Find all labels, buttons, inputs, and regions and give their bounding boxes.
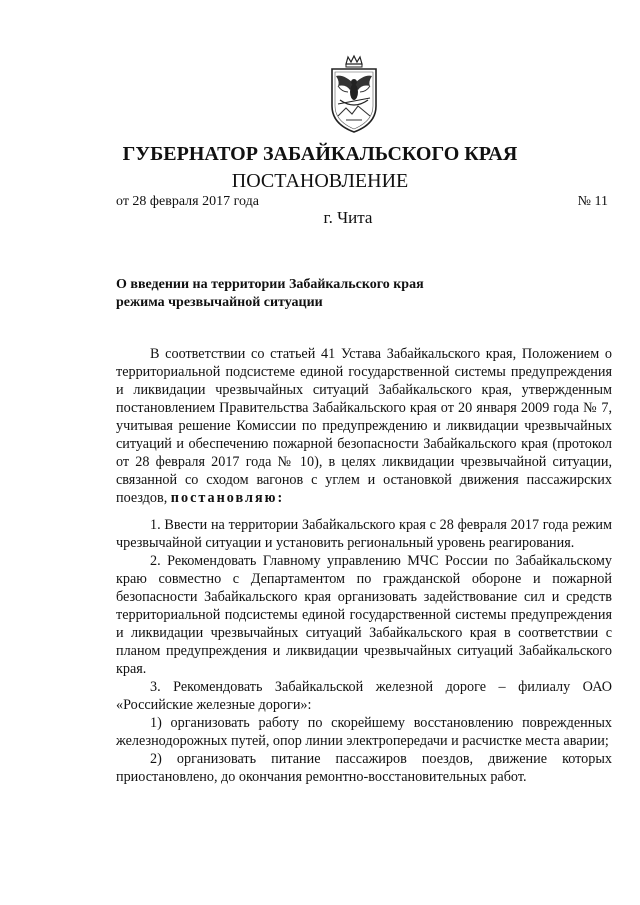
preamble-text: В соответствии со статьей 41 Устава Забайкальского края, Положением о территориальной подсистеме единой государственной системы предупреждения и ликвидации чрезвычайных ситуаций Забайкальского края, утвержденным постановлением Правительства Забайкальского края от 20 января 2009 года № 7, учитывая решение Комиссии по предупреждению и ликвидации чрезвычайных ситуаций и обеспечению пожарной безопасности Забайкальского края (протокол от 28 февраля 2017 года № 10), в целях ликвидации чрезвычайной ситуации, связанной со сходом вагонов с углем и остановкой движения пассажирских поездов, [116, 346, 612, 506]
item-3: 3. Рекомендовать Забайкальской железной дороге – филиалу ОАО «Российские железные дороги»: [116, 679, 612, 713]
document-type: ПОСТАНОВЛЕНИЕ [231, 170, 409, 192]
preamble-paragraph [116, 345, 612, 507]
decree-word: постановляю: [170, 490, 285, 506]
item-3-subitem-1: 1) организовать работу по скорейшему восстановлению поврежденных железнодорожных путей, опор линии электропередачи и расчистке места аварии; [116, 715, 612, 749]
governor-title: ГУБЕРНАТОР ЗАБАЙКАЛЬСКОГО КРАЯ [122, 143, 518, 165]
subject-line-1: О введении на территории Забайкальского края [116, 277, 424, 292]
document-subject [116, 276, 476, 312]
document-number: № 11 [577, 194, 608, 209]
subject-line-2: режима чрезвычайной ситуации [116, 295, 323, 310]
document-date: от 28 февраля 2017 года [116, 194, 259, 209]
decree-items [116, 516, 612, 786]
issue-city: г. Чита [323, 208, 373, 227]
item-1: 1. Ввести на территории Забайкальского края с 28 февраля 2017 года режим чрезвычайной ситуации и установить региональный уровень реагирования. [116, 517, 612, 551]
item-2: 2. Рекомендовать Главному управлению МЧС России по Забайкальскому краю совместно с Департаментом по гражданской обороне и пожарной безопасности Забайкальского края организовать задействование сил и средств территориальной подсистемы единой государственной системы предупреждения и ликвидации чрезвычайных ситуаций Забайкальского края в соответствии с планом предупреждения и ликвидации чрезвычайных ситуаций Забайкальского края. [116, 553, 612, 677]
zabaykalsky-coat-of-arms-icon [326, 54, 382, 136]
item-3-subitem-2: 2) организовать питание пассажиров поездов, движение которых приостановлено, до окончания ремонтно-восстановительных работ. [116, 751, 612, 785]
